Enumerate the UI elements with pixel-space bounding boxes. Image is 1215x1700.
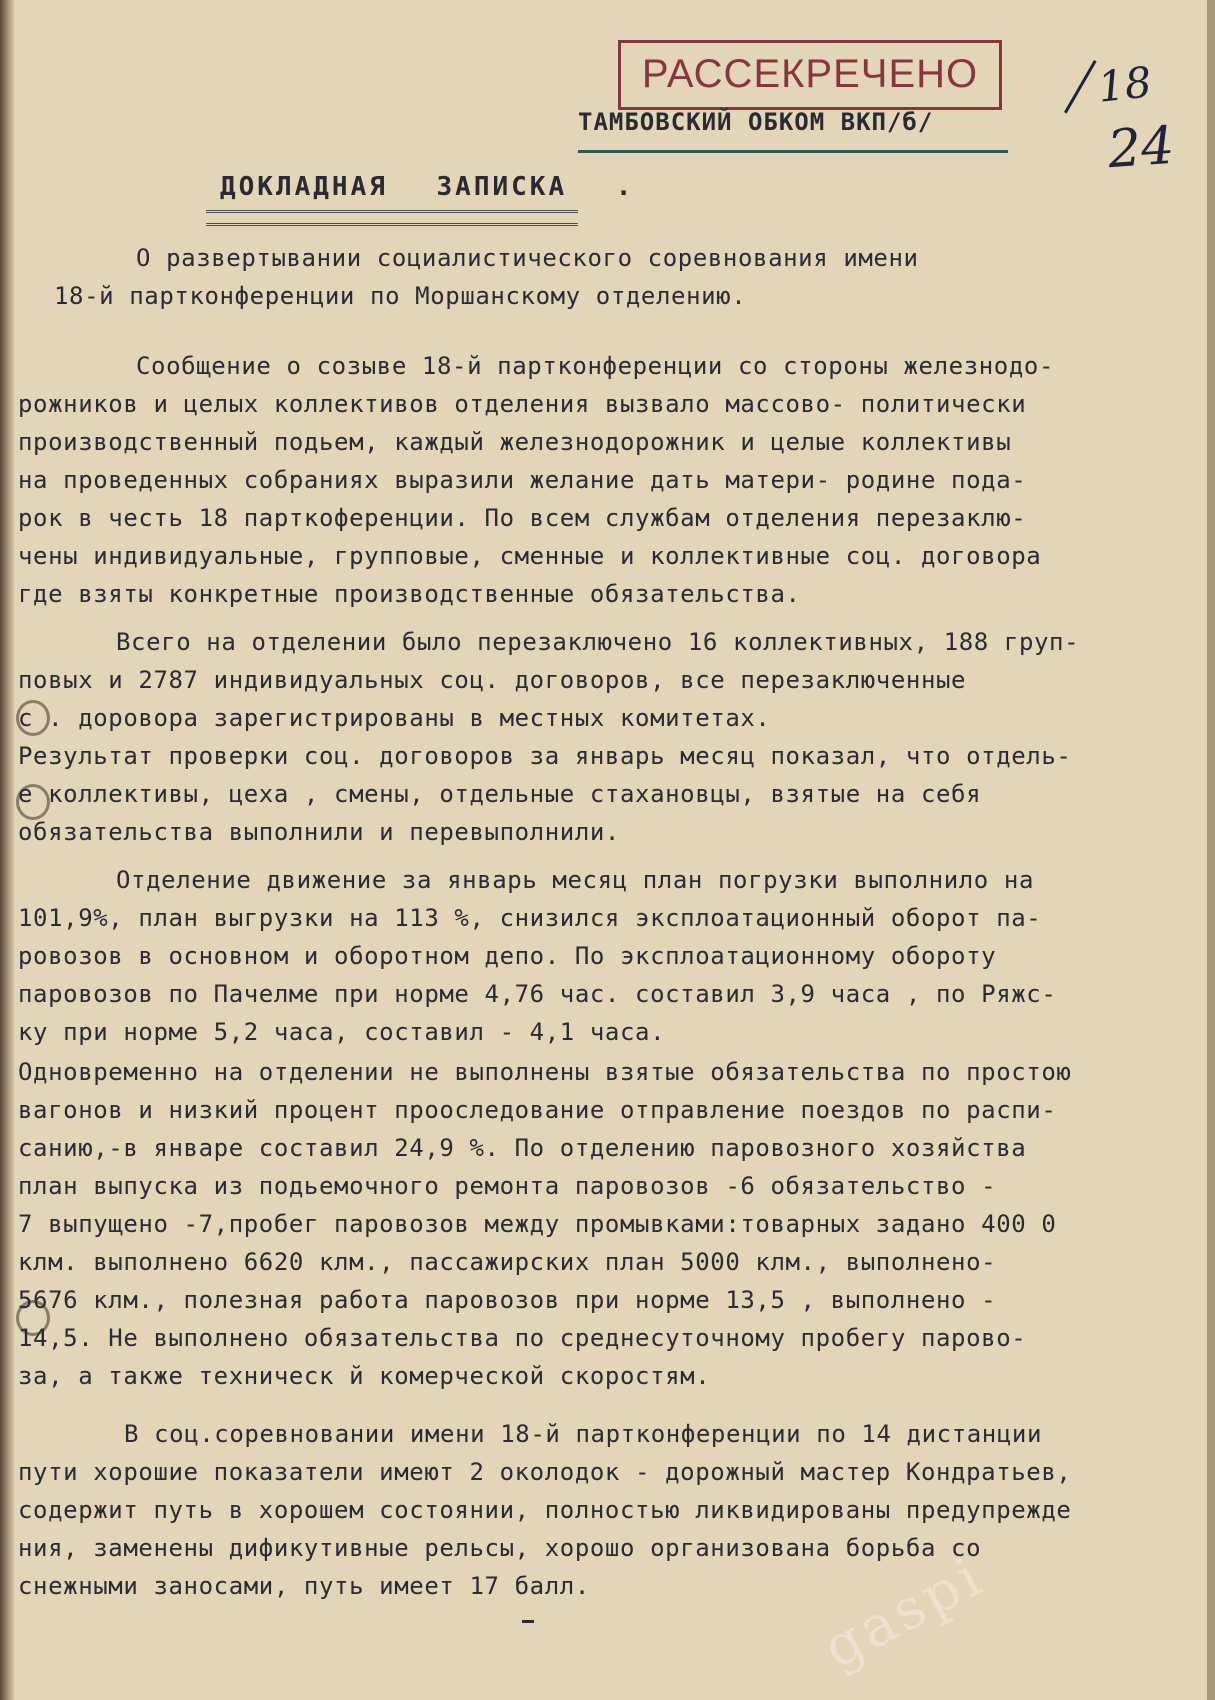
text-line: вагонов и низкий процент прооследование отправление поездов по распи-: [18, 1096, 1057, 1124]
text-line: с . доровора зарегистрированы в местных комитетах.: [18, 704, 771, 732]
text-line: клм. выполнено 6620 клм., пассажирских план 5000 клм., выполнено-: [18, 1248, 997, 1276]
text-line: производственный подьем, каждый железнодорожник и целые коллективы: [18, 428, 1012, 456]
text-line: Результат проверки соц. договоров за январь месяц показал, что отдель-: [18, 742, 1072, 770]
text-line: ровозов в основном и оборотном депо. По эксплоатационному обороту: [18, 942, 997, 970]
text-line: 5676 клм., полезная работа паровозов при норме 13,5 , выполнено -: [18, 1286, 997, 1314]
page-edge: [1207, 0, 1215, 1700]
text-line: О развертывании социалистического соревнования имени: [136, 244, 919, 272]
text-line: за, а также техническ й комерческой скоростям.: [18, 1362, 711, 1390]
text-line: паровозов по Пачелме при норме 4,76 час. составил 3,9 часа , по Ряжс-: [18, 980, 1057, 1008]
text-line: е коллективы, цеха , смены, отдельные стахановцы, взятые на себя: [18, 780, 982, 808]
text-line: обязательства выполнили и перевыполнили.: [18, 818, 620, 846]
text-line: 14,5. Не выполнено обязательства по среднесуточному пробегу парово-: [18, 1324, 1027, 1352]
text-line: повых и 2787 индивидуальных соц. договоров, все перезаключенные: [18, 666, 967, 694]
text-line: Отделение движение за январь месяц план погрузки выполнило на: [116, 866, 1035, 894]
crossed-archive-number: 18: [1095, 57, 1154, 112]
text-line: В соц.соревновании имени 18-й партконференции по 14 дистанции: [124, 1420, 1043, 1448]
archive-watermark: gaspi: [812, 1543, 995, 1682]
text-line: санию,-в январе составил 24,9 %. По отделению паровозного хозяйства: [18, 1134, 1027, 1162]
text-line: Одновременно на отделении не выполнены взятые обязательства по простою: [18, 1058, 1072, 1086]
text-line: содержит путь в хорошем состоянии, полностью ликвидированы предупрежде: [18, 1496, 1072, 1524]
archive-number: 24: [1105, 115, 1177, 181]
text-line: Сообщение о созыве 18-й партконференции со стороны железнодо-: [136, 352, 1055, 380]
text-line: Всего на отделении было перезаключено 16 коллективных, 188 груп-: [116, 628, 1080, 656]
text-line: рок в честь 18 парткоференции. По всем службам отделения перезаклю-: [18, 504, 1027, 532]
text-line: 101,9%, план выгрузки на 113 %, снизился эксплоатационный оборот па-: [18, 904, 1042, 932]
organization-header: ТАМБОВСКИЙ ОБКОМ ВКП/б/: [578, 108, 934, 136]
page-continuation-dash: [522, 1620, 534, 1623]
title-underline: [206, 210, 578, 226]
text-line: 18-й партконференции по Моршанскому отделению.: [54, 282, 747, 310]
binding-edge: [0, 0, 14, 1700]
text-line: план выпуска из подьемочного ремонта паровозов -6 обязательство -: [18, 1172, 997, 1200]
text-line: 7 выпущено -7,пробег паровозов между промывками:товарных задано 400 0: [18, 1210, 1057, 1238]
text-line: где взяты конкретные производственные обязательства.: [18, 580, 801, 608]
text-line: снежными заносами, путь имеет 17 балл.: [18, 1572, 590, 1600]
text-line: рожников и целых коллективов отделения вызвало массово- политически: [18, 390, 1027, 418]
header-underline: [578, 150, 1008, 153]
text-line: чены индивидуальные, групповые, сменные и коллективные соц. договора: [18, 542, 1042, 570]
declassified-stamp: РАССЕКРЕЧЕНО: [618, 40, 1002, 110]
document-title: ДОКЛАДНАЯ ЗАПИСКА .: [220, 172, 635, 202]
text-line: пути хорошие показатели имеют 2 околодок - дорожный мастер Кондратьев,: [18, 1458, 1072, 1486]
text-line: на проведенных собраниях выразили желание дать матери- родине пода-: [18, 466, 1027, 494]
text-line: ку при норме 5,2 часа, составил - 4,1 часа.: [18, 1018, 666, 1046]
text-line: ния, заменены дификутивные рельсы, хорошо организована борьба со: [18, 1534, 982, 1562]
